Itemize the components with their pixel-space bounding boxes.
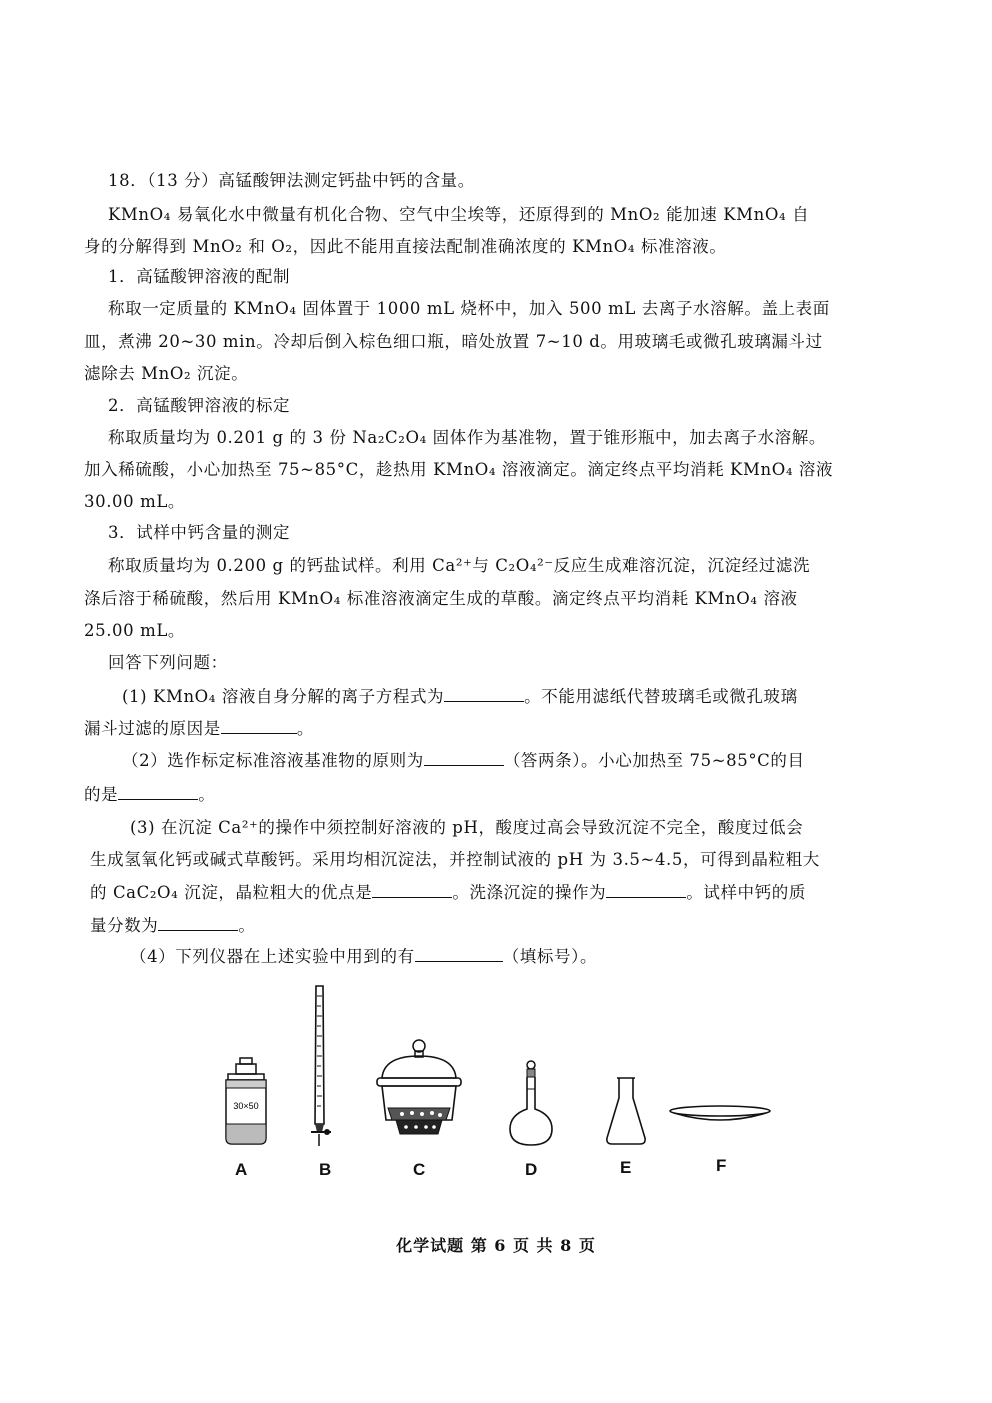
q3-line-2: 生成氢氧化钙或碱式草酸钙。采用均相沉淀法，并控制试液的 pH 为 3.5~4.5，可得到晶粒粗大 [90,850,820,869]
q2-line-1 [122,750,805,772]
burette-icon [305,984,345,1149]
question-header: 18．（13 分）高锰酸钾法测定钙盐中钙的含量。 [108,171,475,190]
q1-line-2 [84,718,314,740]
volumetric-flask-icon [504,1059,558,1147]
section-2-line-2: 加入稀硫酸，小心加热至 75~85°C，趁热用 KMnO₄ 溶液滴定。滴定终点平均消耗 KMnO₄ 溶液 [84,460,834,479]
q3-text-d: 。洗涤沉淀的操作为 [452,883,607,902]
q3-answer-blank-2[interactable] [606,883,686,898]
intro-line-2: 身的分解得到 MnO₂ 和 O₂，因此不能用直接法配制准确浓度的 KMnO₄ 标准溶液。 [84,237,727,256]
q1-answer-blank-1[interactable] [444,687,524,702]
apparatus-e-label: E [620,1158,632,1177]
q4-text-b: （填标号）。 [502,947,598,966]
section-1-line-1: 称取一定质量的 KMnO₄ 固体置于 1000 mL 烧杯中，加入 500 mL 去离子水溶解。盖上表面 [108,299,830,318]
page-footer: 化学试题 第 6 页 共 8 页 [396,1236,596,1255]
section-1-line-2: 皿，煮沸 20~30 min。冷却后倒入棕色细口瓶，暗处放置 7~10 d。用玻璃毛或微孔玻璃漏斗过 [84,332,823,351]
q3-answer-blank-3[interactable] [158,916,238,931]
q2-text-b: （答两条）。小心加热至 75~85°C的目 [503,751,805,770]
section-3-title: 3．试样中钙含量的测定 [108,523,291,542]
q2-answer-blank-2[interactable] [118,785,198,800]
q1-answer-blank-2[interactable] [221,719,297,734]
answer-prompt: 回答下列问题： [108,653,228,672]
apparatus-c-label: C [413,1160,426,1179]
q1-text-c: 漏斗过滤的原因是 [84,719,221,738]
q3-text-f: 量分数为 [90,916,159,935]
section-3-line-3: 25.00 mL。 [84,621,185,640]
q2-text-d: 。 [198,785,216,804]
q3-line-3 [90,882,806,904]
q1-text-b: 。不能用滤纸代替玻璃毛或微孔玻璃 [524,687,798,706]
q2-text-c: 的是 [84,785,119,804]
section-2-line-3: 30.00 mL。 [84,492,185,511]
apparatus-d-label: D [525,1160,538,1179]
weighing-bottle-marking: 30×50 [233,1101,259,1111]
apparatus-b-label: B [319,1160,332,1179]
q2-line-2 [84,784,215,806]
q1-text-a: (1) KMnO₄ 溶液自身分解的离子方程式为 [122,687,445,706]
q3-line-1: (3) 在沉淀 Ca²⁺的操作中须控制好溶液的 pH，酸度过高会导致沉淀不完全，酸度过低会 [130,818,804,837]
section-2-title: 2．高锰酸钾溶液的标定 [108,396,291,415]
q4-text-a: （4）下列仪器在上述实验中用到的有 [130,947,415,966]
q1-text-d: 。 [296,719,314,738]
q4-answer-blank[interactable] [415,947,503,962]
section-1-line-3: 滤除去 MnO₂ 沉淀。 [84,364,249,383]
q3-text-e: 。试样中钙的质 [686,883,806,902]
q3-line-4 [90,915,256,937]
apparatus-f-label: F [716,1156,727,1175]
desiccator-icon [374,1036,464,1144]
section-3-line-1: 称取质量均为 0.200 g 的钙盐试样。利用 Ca²⁺与 C₂O₄²⁻反应生成难溶沉淀，沉淀经过滤洗 [108,556,811,575]
watch-glass-icon [668,1103,772,1127]
q2-answer-blank-1[interactable] [424,751,504,766]
q4-line-1 [130,946,597,968]
q3-answer-blank-1[interactable] [372,883,452,898]
intro-line-1: KMnO₄ 易氧化水中微量有机化合物、空气中尘埃等，还原得到的 MnO₂ 能加速 KMnO₄ 自 [108,205,810,224]
q1-line-1 [122,686,798,708]
section-3-line-2: 涤后溶于稀硫酸，然后用 KMnO₄ 标准溶液滴定生成的草酸。滴定终点平均消耗 KMnO₄ 溶液 [84,589,798,608]
apparatus-a-label: A [235,1160,248,1179]
weighing-bottle-icon [218,1058,274,1148]
section-1-title: 1．高锰酸钾溶液的配制 [108,267,291,286]
q3-text-g: 。 [238,916,256,935]
q3-text-c: 的 CaC₂O₄ 沉淀，晶粒粗大的优点是 [90,883,373,902]
q2-text-a: （2）选作标定标准溶液基准物的原则为 [122,751,424,770]
conical-flask-icon [604,1076,648,1146]
section-2-line-1: 称取质量均为 0.201 g 的 3 份 Na₂C₂O₄ 固体作为基准物，置于锥形瓶中，加去离子水溶解。 [108,428,826,447]
